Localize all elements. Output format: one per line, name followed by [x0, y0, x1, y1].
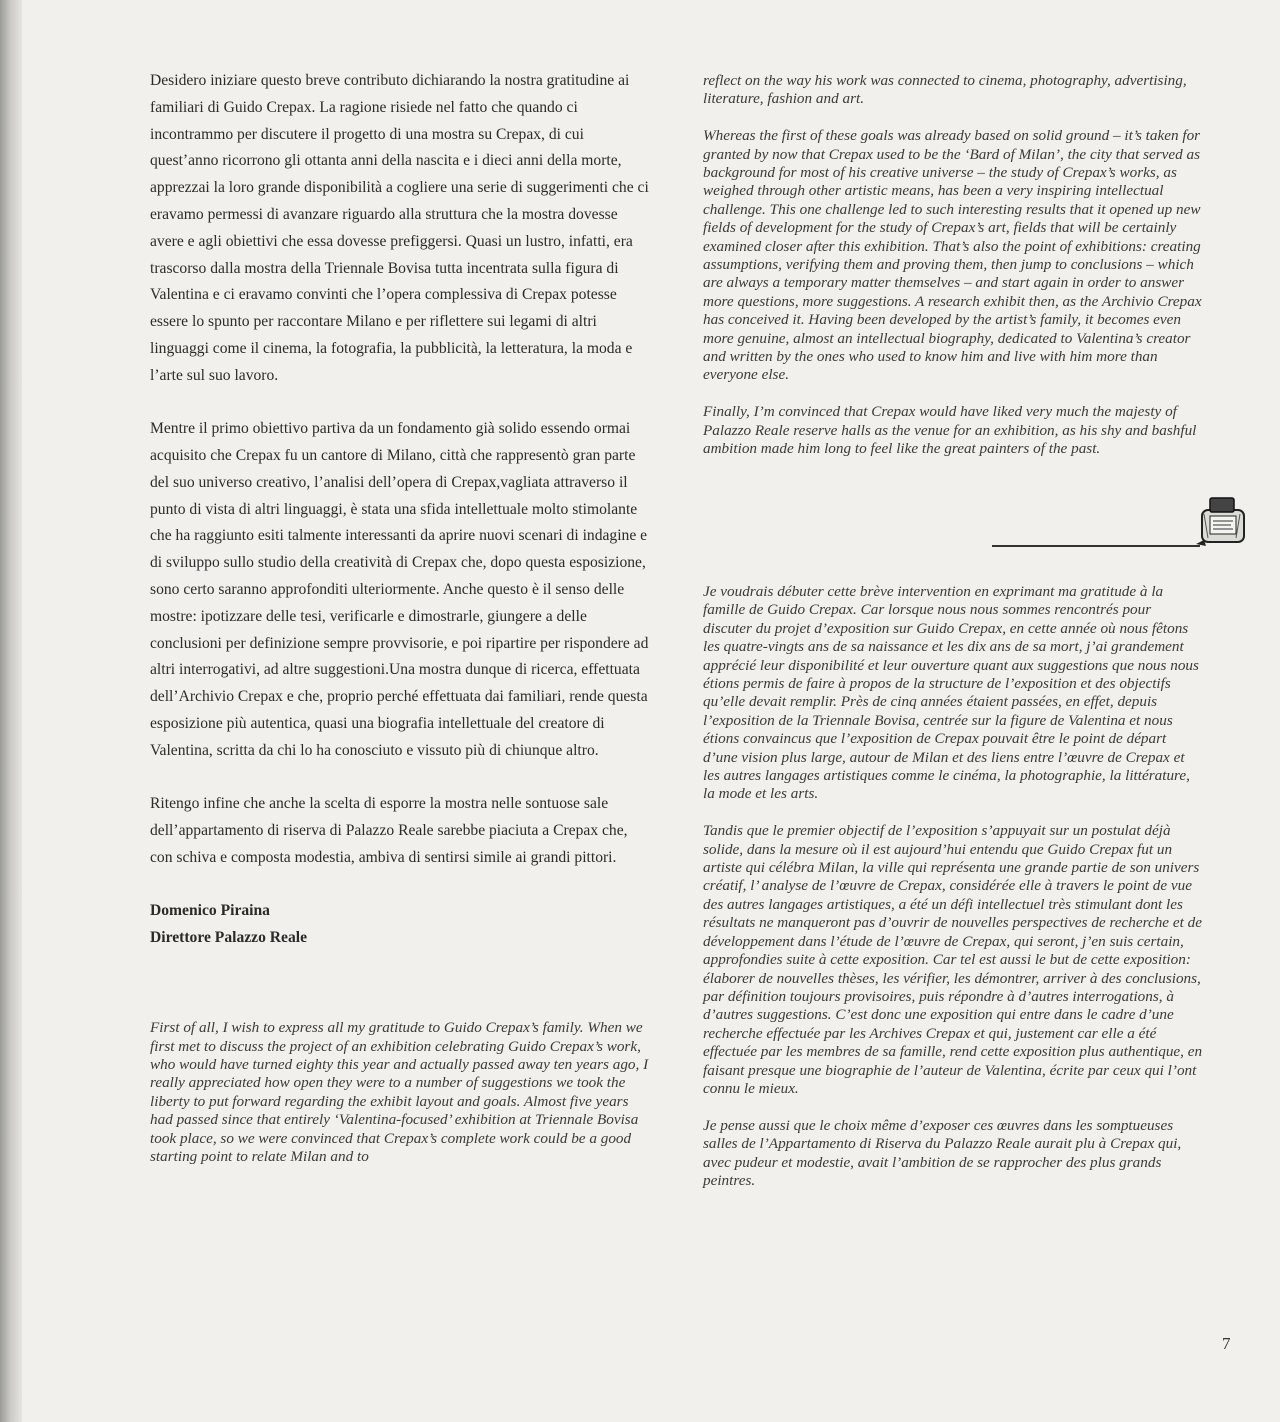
- page-number: 7: [1222, 1334, 1231, 1353]
- english-paragraph-1-end: reflect on the way his work was connected to cinema, photography, advertising, literature, fashion and art.: [703, 72, 1187, 108]
- french-section: [703, 583, 1203, 1209]
- ink-pen-line: [992, 545, 1200, 547]
- signature-title: Direttore Palazzo Reale: [150, 928, 308, 946]
- italian-paragraph-3: Ritengo infine che anche la scelta di esporre la mostra nelle sontuose sale dell’appartamento di riserva di Palazzo Reale sarebbe piaciuta a Crepax che, con schiva e composta modestia, ambiva di sentirsi simile ai grandi pittori.: [150, 795, 628, 866]
- french-paragraph-3: Je pense aussi que le choix même d’exposer ces œuvres dans les somptueuses salles de l’Appartamento di Riserva du Palazzo Reale aurait plu à Crepax qui, avec pudeur et modestie, avait l’ambition de se rapprocher des plus grands peintres.: [703, 1116, 1182, 1189]
- right-column-english: [703, 72, 1203, 477]
- italian-paragraph-2: Mentre il primo obiettivo partiva da un fondamento già solido essendo ormai acquisito che Crepax fu un cantore di Milano, città che rappresentò gran parte del suo universo creativo, l’analisi dell’opera di Crepax,vagliata attraverso il punto di vista di altri linguaggi, è stata una sfida intellettuale molto stimolante che ha raggiunto esiti talmente interessanti da aprire nuovi scenari di indagine e di sviluppo sullo studio della creatività di Crepax che, dopo questa esposizione, sono certo saranno approfonditi ulteriormente. Anche questo è il senso delle mostre: ipotizzare delle tesi, verificarle e dimostrarle, giungere a delle conclusioni per definizione sempre provvisorie, e poi ripartire per rispondere ad altri interrogativi, ad altre suggestioni.Una mostra dunque di ricerca, effettuata dell’Archivio Crepax e che, proprio perché effettuata dai familiari, rende questa esposizione più autentica, quasi una biografia intellettuale del creatore di Valentina, scritta da chi lo ha conosciuto e vissuto più di chiunque altro.: [150, 420, 649, 759]
- italian-paragraph-1: Desidero iniziare questo breve contributo dichiarando la nostra gratitudine ai familiari di Guido Crepax. La ragione risiede nel fatto che quando ci incontrammo per discutere il progetto di una mostra su Crepax, di cui quest’anno ricorrono gli ottanta anni della nascita e i dieci anni della morte, apprezzai la loro grande disponibilità a cogliere una serie di suggerimenti che ci eravamo permessi di avanzare riguardo alla struttura che la mostra dovesse avere e agli obiettivi che essa dovesse prefiggersi. Quasi un lustro, infatti, era trascorso dalla mostra della Triennale Bovisa tutta incentrata sulla figura di Valentina e ci eravamo convinti che l’opera complessiva di Crepax potesse essere lo spunto per raccontare Milano e per riflettere sui legami di altri linguaggi come il cinema, la fotografia, la pubblicità, la letteratura, la moda e l’arte sul suo lavoro.: [150, 72, 649, 384]
- english-paragraph-2: Whereas the first of these goals was already based on solid ground – it’s taken for granted by now that Crepax used to be the ‘Bard of Milan’, the city that served as background for most of his creative universe – the study of Crepax’s works, as weighed through other artistic means, has been a very inspiring intellectual challenge. This one challenge led to such interesting results that it opened up new fields of development for the study of Crepax’s art, fields that will be certainly examined closer after this exhibition. That’s also the point of exhibitions: creating assumptions, verifying them and proving them, then jump to conclusions – which are always a temporary matter themselves – and start again in order to answer more questions, more suggestions. A research exhibit then, as the Archivio Crepax has conceived it. Having been developed by the artist’s family, it becomes even more genuine, almost an intellectual biography, dedicated to Valentina’s creator and written by the ones who used to know him and live with him more than everyone else.: [703, 127, 1202, 384]
- english-paragraph-3: Finally, I’m convinced that Crepax would have liked very much the majesty of Palazzo Reale reserve halls as the venue for an exhibition, as his shy and bashful ambition made him long to feel like the great painters of the past.: [703, 403, 1197, 458]
- left-column: [150, 68, 650, 1166]
- signature-name: Domenico Piraina: [150, 902, 270, 920]
- ink-bottle-icon: [1196, 494, 1250, 546]
- english-paragraph-1-start: First of all, I wish to express all my gratitude to Guido Crepax’s family. When we first met to discuss the project of an exhibition celebrating Guido Crepax’s work, who would have turned eighty this year and actually passed away ten years ago, I really appreciated how open they were to a number of suggestions we took the liberty to put forward regarding the exhibit layout and goals. Almost five years had passed since that entirely ‘Valentina-focused’ exhibition at Triennale Bovisa took place, so we were convinced that Crepax’s complete work could be a good starting point to relate Milan and to: [150, 1019, 649, 1165]
- french-paragraph-2: Tandis que le premier objectif de l’exposition s’appuyait sur un postulat déjà solide, dans la mesure où il est aujourd’hui entendu que Guido Crepax fut un artiste qui célébra Milan, la ville qui représenta une grande partie de son univers créatif, l’ analyse de l’œuvre de Crepax, considérée elle à travers le point de vue des autres langages artistiques, a été un défi intellectuel très stimulant dont les résultats ne manqueront pas d’ouvrir de nouvelles perspectives de recherche et de développement dans l’étude de l’œuvre de Crepax, qui seront, j’en suis certain, approfondies suite à cette exposition. Car tel est aussi le but de cette exposition: élaborer de nouvelles thèses, les vérifier, les démontrer, arriver à des conclusions, par définition toujours provisoires, puis répondre à d’autres interrogations, à d’autres suggestions. C’est donc une exposition qui entre dans le cadre d’une recherche effectuée par les Archives Crepax et qui, justement car elle a été effectuée par les membres de sa famille, rend cette exposition plus authentique, en faisant presque une biographie de l’auteur de Valentina, écrite par ceux qui l’ont connu le mieux.: [703, 822, 1203, 1097]
- book-binding-shadow: [0, 0, 22, 1422]
- french-paragraph-1: Je voudrais débuter cette brève intervention en exprimant ma gratitude à la famille de Guido Crepax. Car lorsque nous nous sommes rencontrés pour discuter du projet d’exposition sur Guido Crepax, en cette année où nous fêtons les quatre-vingts ans de sa naissance et les dix ans de sa mort, j’ai grandement apprécié leur disponibilité et leur ouverture quant aux suggestions que nous nous étions permis de faire à propos de la structure de l’exposition et des objectifs qu’elle devait remplir. Près de cinq années étaient passées, en effet, depuis l’exposition de la Triennale Bovisa, centrée sur la figure de Valentina et nous étions convaincus que l’exposition de Crepax pouvait être le point de départ d’une vision plus large, autour de Milan et des liens entre l’œuvre de Crepax et les autres langages artistiques comme le cinéma, la photographie, la littérature, la mode et les arts.: [703, 583, 1199, 803]
